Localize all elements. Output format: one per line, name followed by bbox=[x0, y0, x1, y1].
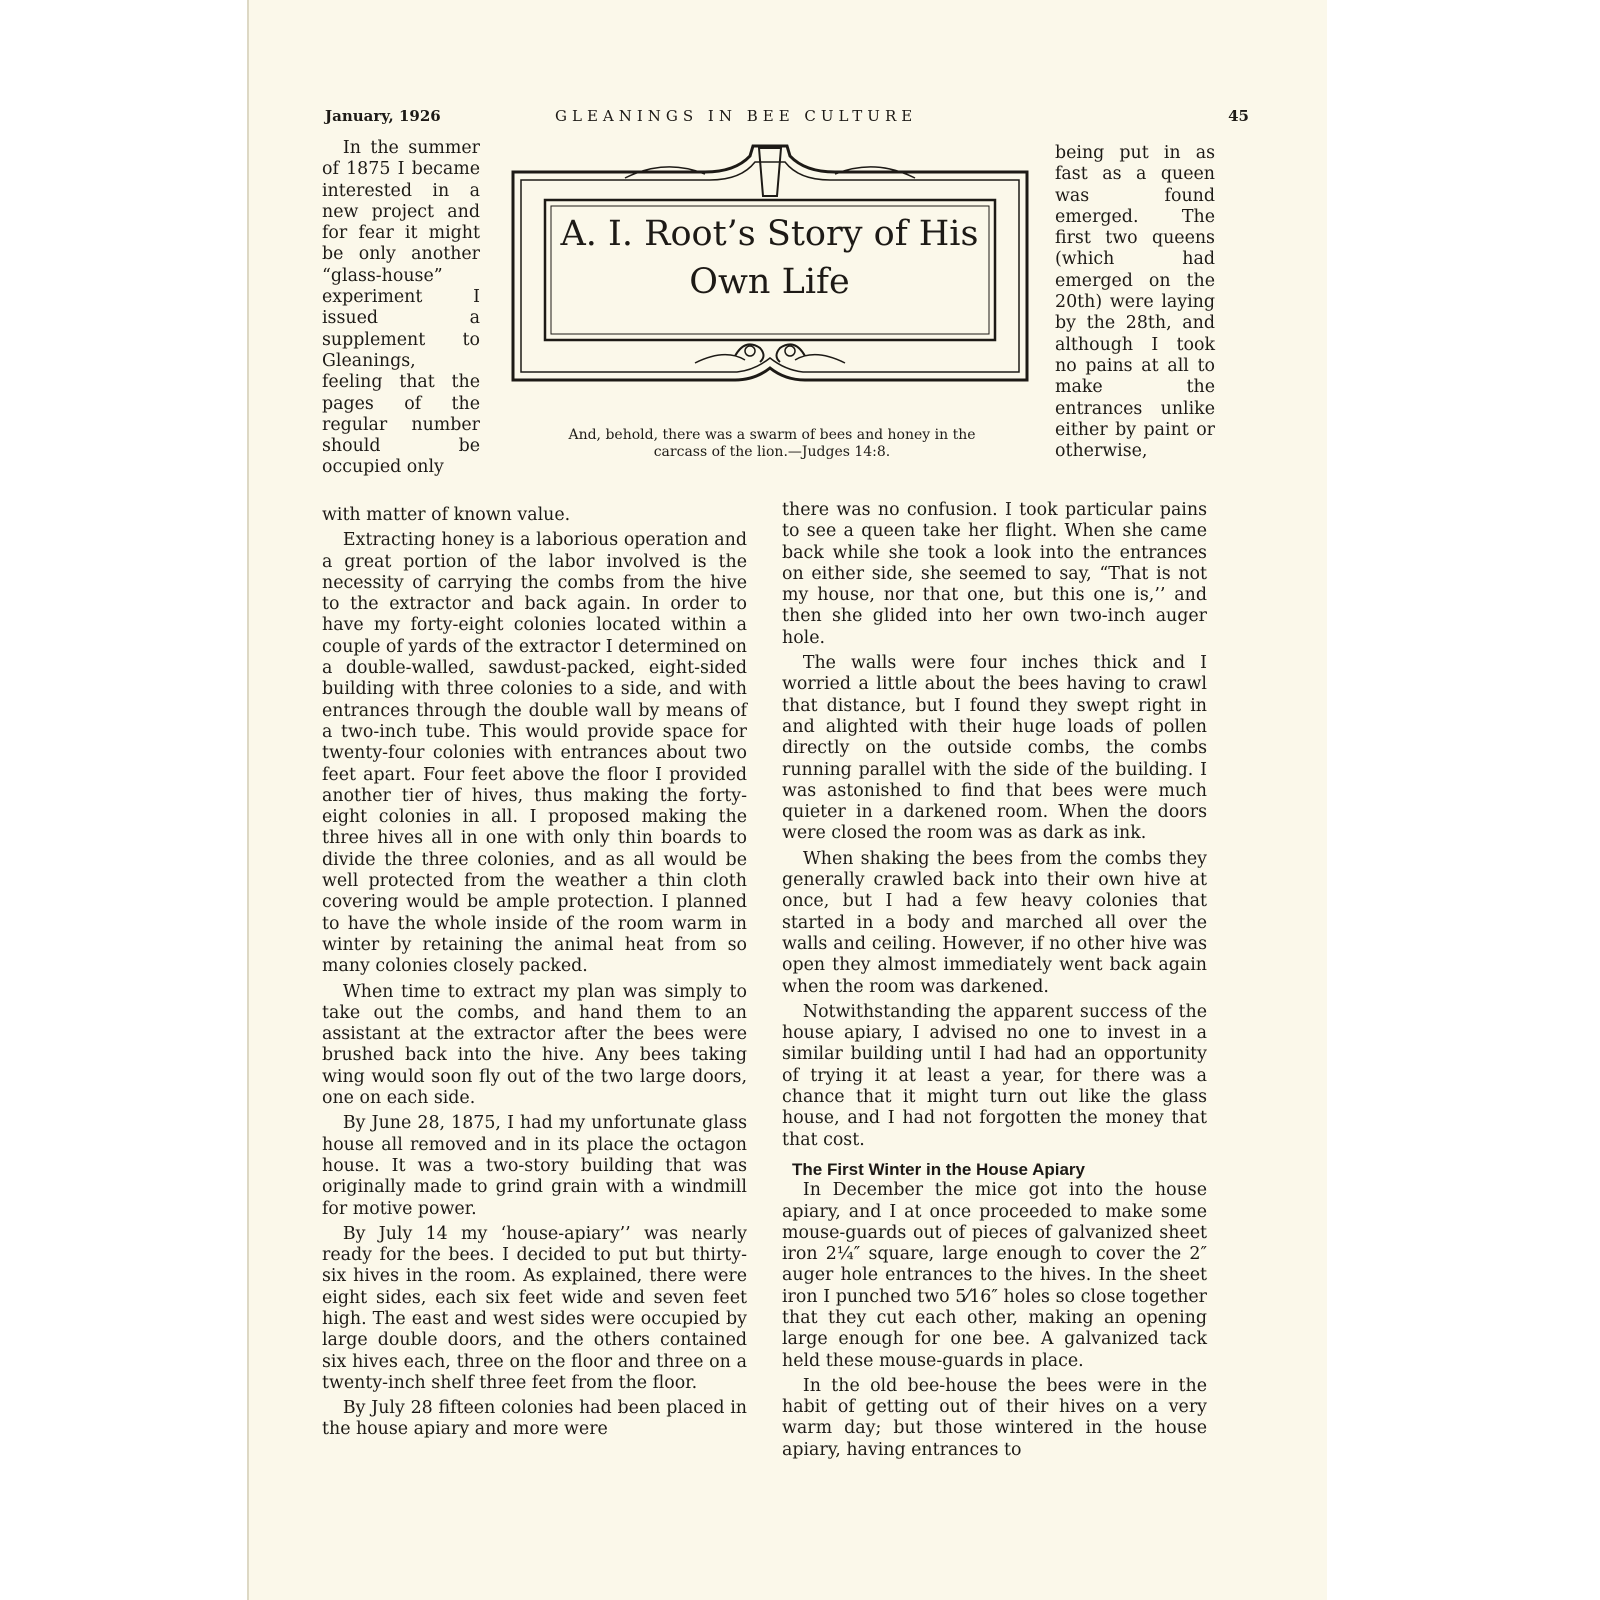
right-column bbox=[782, 500, 1207, 1461]
paragraph: By July 28 fifteen colonies had been placed in the house apiary and more were bbox=[322, 1398, 747, 1440]
article-title: A. I. Root’s Story of His Own Life bbox=[560, 214, 979, 302]
intro-paragraph: In the summer of 1875 I became interested in a new project and for fear it might be only another “glass-house” experiment I issued a supplement to Gleanings, feeling that the pages of the regular number should be occupied only bbox=[322, 138, 480, 478]
continued-paragraph: being put in as fast as a queen was found emerged. The first two queens (which had emerged on the 20th) were laying by the 28th, and although I took no pains at all to make the entrances unlike either by paint or otherwise, bbox=[1055, 143, 1215, 462]
running-header bbox=[325, 107, 1249, 129]
paragraph: with matter of known value. bbox=[322, 505, 571, 525]
paragraph: there was no confusion. I took particular pains to see a queen take her flight. When she came back while she took a look into the entrances on either side, she seemed to say, “That is not my house, nor that one, but this one is,’’ and then she glided into her own two-inch auger hole. bbox=[782, 500, 1207, 648]
intro-text-right bbox=[1055, 143, 1215, 462]
paragraph: By June 28, 1875, I had my unfortunate glass house all removed and in its place the octagon house. It was a two-story building that was originally made to grind grain with a windmill for motive power. bbox=[322, 1113, 747, 1219]
left-column bbox=[322, 505, 747, 1441]
paragraph: When shaking the bees from the combs they generally crawled back into their own hive at once, but I had a few heavy colonies that started in a body and marched all over the walls and ceiling. However, if no other hive was open they almost immediately went back again when the room was darkened. bbox=[782, 848, 1207, 997]
epigraph: And, behold, there was a swarm of bees and honey in the carcass of the lion.—Judges 14:8. bbox=[568, 427, 976, 460]
page-number: 45 bbox=[1228, 107, 1249, 125]
paragraph: Extracting honey is a laborious operation and a great portion of the labor involved is the necessity of carrying the combs from the hive to the extractor and back again. In order to have my forty-eight colonies located within a couple of yards of the extractor I determined on a double-walled, sawdust-packed, eight-sided building with three colonies to a side, and with entrances through the double wall by means of a two-inch tube. This would provide space for twenty-four colonies with entrances about two feet apart. Four feet above the floor I provided another tier of hives, thus making the forty-eight colonies in all. I proposed making the three hives all in one with only thin boards to divide the three colonies, and as all would be well protected from the weather a thin cloth covering would be ample protection. I planned to have the whole inside of the room warm in winter by retaining the animal heat from so many colonies closely packed. bbox=[322, 530, 747, 977]
issue-date: January, 1926 bbox=[325, 107, 441, 125]
intro-text-left bbox=[322, 138, 480, 479]
section-subheading: The First Winter in the House Apiary bbox=[792, 1159, 1085, 1179]
paragraph: By July 14 my ‘house-apiary’’ was nearly ready for the bees. I decided to put but thirty-six hives in the room. As explained, there were eight sides, each six feet wide and seven feet high. The east and west sides were occupied by large double doors, and the others contained six hives each, three on the floor and three on a twenty-inch shelf three feet from the floor. bbox=[322, 1223, 747, 1393]
paragraph: When time to extract my plan was simply to take out the combs, and hand them to an assistant at the extractor after the bees were brushed back into the hive. Any bees taking wing would soon fly out of the two large doors, one on each side. bbox=[322, 981, 747, 1109]
publication-title: GLEANINGS IN BEE CULTURE bbox=[555, 107, 918, 125]
paragraph: The walls were four inches thick and I worried a little about the bees having to crawl that distance, but I found they swept right in and alighted with their huge loads of pollen directly on the outside combs, the combs running parallel with the side of the building. I was astonished to find that bees were much quieter in a darkened room. When the doors were closed the room was as dark as ink. bbox=[782, 653, 1207, 844]
paragraph: Notwithstanding the apparent success of the house apiary, I advised no one to invest in a similar building until I had had an opportunity of trying it at least a year, for there was a chance that it might turn out like the glass house, and I had not forgotten the money that that cost. bbox=[782, 1001, 1207, 1150]
paragraph: In December the mice got into the house apiary, and I at once proceeded to make some mouse-guards out of pieces of galvanized sheet iron 2¼″ square, large enough to cover the 2″ auger hole entrances to the hives. In the sheet iron I punched two 5⁄16″ holes so close together that they cut each other, making an opening large enough for one bee. A galvanized tack held these mouse-guards in place. bbox=[782, 1180, 1207, 1371]
magazine-page bbox=[247, 0, 1327, 1600]
paragraph: In the old bee-house the bees were in the habit of getting out of their hives on a very warm day; but those wintered in the house apiary, having entrances to bbox=[782, 1375, 1207, 1460]
